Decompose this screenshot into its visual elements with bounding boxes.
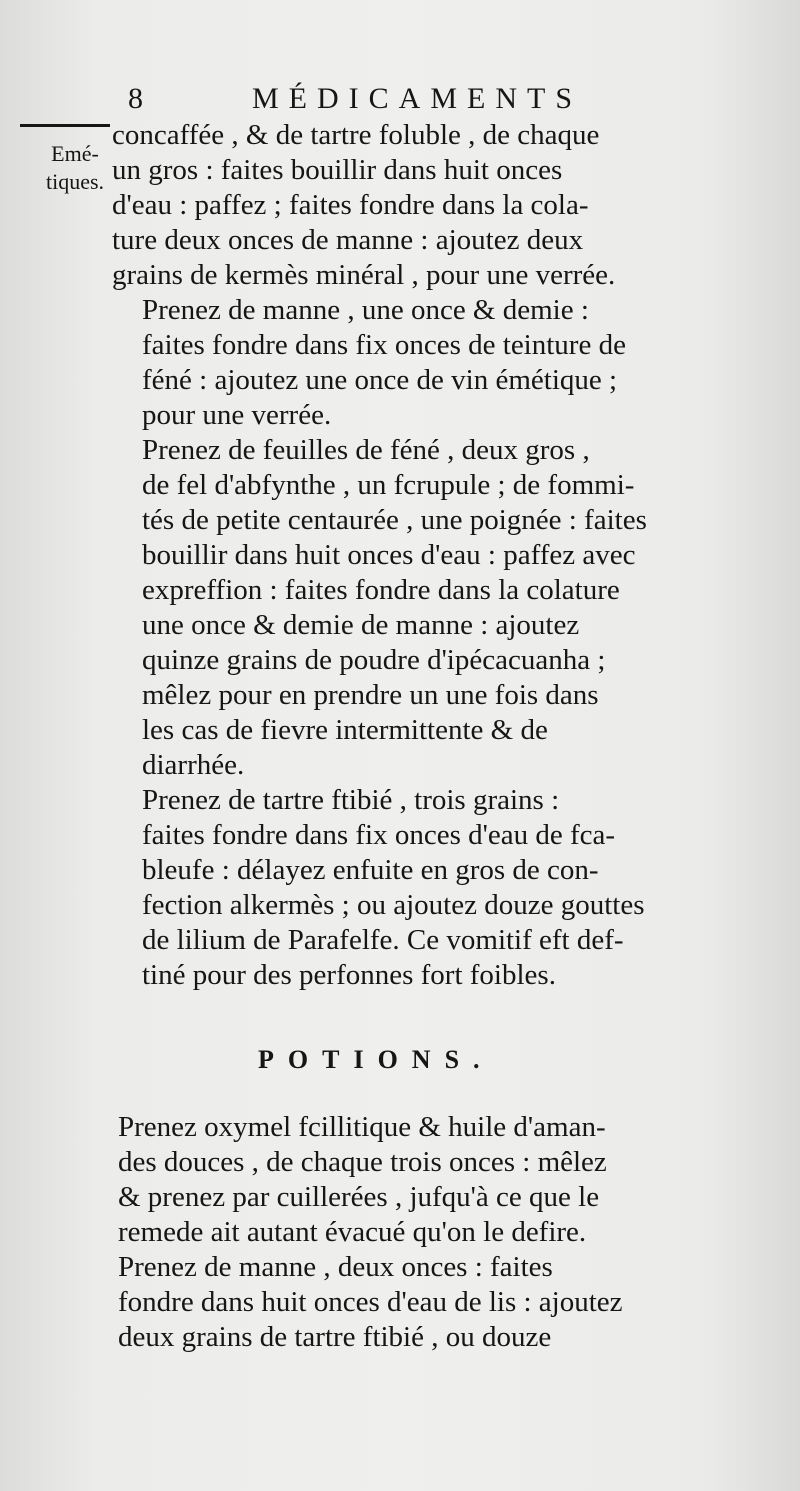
potions-text bbox=[88, 1110, 710, 1355]
margin-note-line: Emé- bbox=[51, 141, 99, 166]
text-line: fection alkermès ; ou ajoutez douze gouttes bbox=[142, 889, 645, 921]
paragraph bbox=[112, 293, 732, 433]
paragraph bbox=[112, 433, 732, 783]
margin-note-line: tiques. bbox=[45, 169, 105, 194]
section-title: POTIONS. bbox=[258, 1045, 494, 1074]
text-line: grains de kermès minéral , pour une verrée. bbox=[112, 259, 616, 291]
page-header bbox=[120, 82, 720, 122]
recipes-text bbox=[112, 118, 732, 993]
text-line: des douces , de chaque trois onces : mêlez bbox=[118, 1146, 607, 1178]
text-line: féné : ajoutez une once de vin émétique ; bbox=[142, 364, 618, 396]
text-line: tiné pour des perfonnes fort foibles. bbox=[142, 959, 556, 991]
text-line: mêlez pour en prendre un une fois dans bbox=[142, 679, 599, 711]
paragraph bbox=[112, 783, 732, 993]
text-line: de fel d'abfynthe , un fcrupule ; de fommi- bbox=[142, 469, 635, 501]
running-title: MÉDICAMENTS bbox=[252, 82, 583, 115]
text-line: expreffion : faites fondre dans la colature bbox=[142, 574, 620, 606]
text-line: faites fondre dans fix onces d'eau de fca- bbox=[142, 819, 616, 851]
page-number: 8 bbox=[128, 82, 143, 115]
text-line: d'eau : paffez ; faites fondre dans la cola- bbox=[112, 189, 589, 221]
text-line: Prenez de tartre ftibié , trois grains : bbox=[142, 784, 560, 816]
margin-rule bbox=[20, 124, 110, 127]
text-line: deux grains de tartre ftibié , ou douze bbox=[118, 1321, 552, 1353]
paragraph bbox=[112, 118, 732, 293]
text-line: ture deux onces de manne : ajoutez deux bbox=[112, 224, 584, 256]
text-line: Prenez de feuilles de féné , deux gros , bbox=[142, 434, 590, 466]
paragraph bbox=[88, 1250, 710, 1355]
text-line: une once & demie de manne : ajoutez bbox=[142, 609, 580, 641]
margin-note bbox=[40, 140, 110, 196]
text-line: Prenez de manne , une once & demie : bbox=[142, 294, 589, 326]
text-line: bleufe : délayez enfuite en gros de con- bbox=[142, 854, 599, 886]
text-line: un gros : faites bouillir dans huit onces bbox=[112, 154, 563, 186]
text-line: Prenez de manne , deux onces : faites bbox=[118, 1251, 553, 1283]
text-line: remede ait autant évacué qu'on le defire. bbox=[118, 1216, 587, 1248]
paragraph bbox=[88, 1110, 710, 1250]
text-line: faites fondre dans fix onces de teinture de bbox=[142, 329, 626, 361]
text-line: pour une verrée. bbox=[142, 399, 332, 431]
text-line: & prenez par cuillerées , jufqu'à ce que le bbox=[118, 1181, 600, 1213]
text-line: tés de petite centaurée , une poignée : faites bbox=[142, 504, 647, 536]
text-line: fondre dans huit onces d'eau de lis : ajoutez bbox=[118, 1286, 623, 1318]
text-line: Prenez oxymel fcillitique & huile d'aman- bbox=[118, 1111, 606, 1143]
text-line: bouillir dans huit onces d'eau : paffez avec bbox=[142, 539, 636, 571]
text-line: diarrhée. bbox=[142, 749, 245, 781]
text-line: les cas de fievre intermittente & de bbox=[142, 714, 548, 746]
text-line: de lilium de Parafelfe. Ce vomitif eft def- bbox=[142, 924, 624, 956]
text-line: quinze grains de poudre d'ipécacuanha ; bbox=[142, 644, 606, 676]
text-line: concaffée , & de tartre foluble , de chaque bbox=[112, 119, 600, 151]
